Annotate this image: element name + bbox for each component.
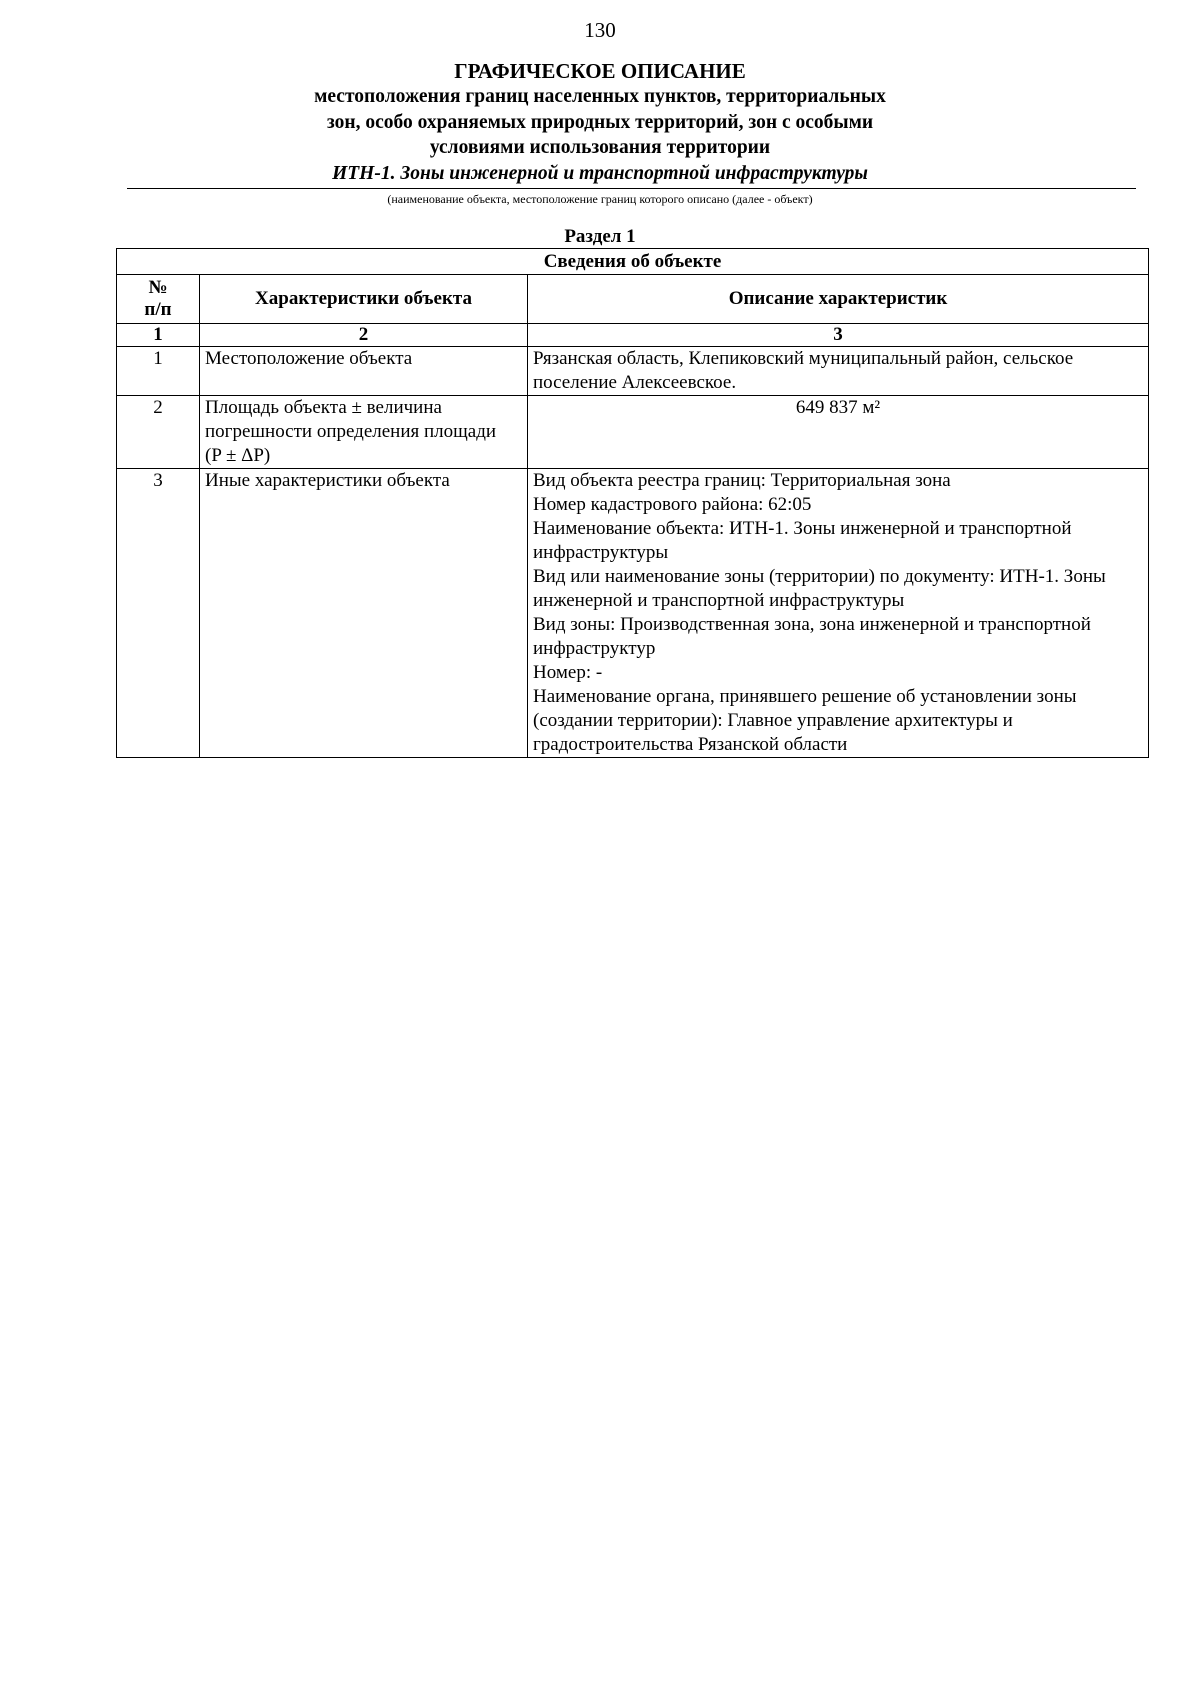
column-header-num-line2: п/п: [144, 299, 172, 320]
characteristic-line: Местоположение объекта: [205, 348, 413, 369]
table-row: [117, 469, 1149, 758]
description-line: Номер кадастрового района: 62:05: [533, 494, 812, 515]
description-line: градостроительства Рязанской области: [533, 734, 848, 755]
object-name-underline: [127, 188, 1136, 189]
subtitle-line: условиями использования территории: [429, 137, 771, 158]
description-line: Вид зоны: Производственная зона, зона инженерной и транспортной: [533, 614, 1091, 635]
column-number: 3: [528, 324, 1149, 347]
column-header-num-line1: №: [148, 277, 168, 298]
column-header-num: [117, 275, 200, 324]
characteristic-line: погрешности определения площади: [205, 421, 497, 442]
row-description: [528, 347, 1149, 396]
row-description: [528, 396, 1149, 469]
description-line: Вид или наименование зоны (территории) по документу: ИТН-1. Зоны: [533, 566, 1106, 587]
characteristic-line: (P ± ΔP): [205, 445, 271, 466]
description-line: инфраструктуры: [533, 542, 669, 563]
description-line: Вид объекта реестра границ: Территориальная зона: [533, 470, 951, 491]
column-number: 1: [117, 324, 200, 347]
description-line: инфраструктур: [533, 638, 656, 659]
row-number: 3: [117, 469, 200, 758]
document-subtitle: [0, 84, 1200, 161]
description-line: Наименование органа, принявшего решение об установлении зоны: [533, 686, 1077, 707]
description-line: 649 837 м²: [795, 397, 881, 418]
table-row: [117, 347, 1149, 396]
description-line: (создании территории): Главное управление архитектуры и: [533, 710, 1013, 731]
object-info-table: [116, 248, 1149, 758]
table-row: [117, 396, 1149, 469]
description-line: Наименование объекта: ИТН-1. Зоны инженерной и транспортной: [533, 518, 1072, 539]
description-line: Рязанская область, Клепиковский муниципальный район, сельское: [533, 348, 1074, 369]
section-title: Раздел 1: [564, 226, 636, 247]
table-caption: Сведения об объекте: [117, 249, 1149, 275]
description-line: Номер: -: [533, 662, 603, 683]
subtitle-line: зон, особо охраняемых природных территорий, зон с особыми: [326, 111, 874, 133]
row-description: [528, 469, 1149, 758]
row-characteristic: [200, 347, 528, 396]
row-number: 1: [117, 347, 200, 396]
row-characteristic: [200, 396, 528, 469]
characteristic-line: Иные характеристики объекта: [205, 470, 450, 491]
description-line: поселение Алексеевское.: [533, 372, 737, 393]
column-numbers-row: [117, 324, 1149, 347]
column-number: 2: [200, 324, 528, 347]
column-header-description: Описание характеристик: [528, 275, 1149, 324]
table-caption-row: [117, 249, 1149, 275]
table-header-row: [117, 275, 1149, 324]
row-number: 2: [117, 396, 200, 469]
column-header-characteristic: Характеристики объекта: [200, 275, 528, 324]
page-number: 130: [584, 18, 616, 42]
subtitle-line: местоположения границ населенных пунктов, территориальных: [314, 86, 886, 107]
object-name-caption: (наименование объекта, местоположение границ которого описано (далее - объект): [387, 192, 813, 206]
characteristic-line: Площадь объекта ± величина: [205, 397, 442, 418]
document-title: ГРАФИЧЕСКОЕ ОПИСАНИЕ: [454, 59, 746, 83]
description-line: инженерной и транспортной инфраструктуры: [533, 590, 905, 611]
object-name: ИТН-1. Зоны инженерной и транспортной инфраструктуры: [332, 163, 868, 184]
row-characteristic: [200, 469, 528, 758]
